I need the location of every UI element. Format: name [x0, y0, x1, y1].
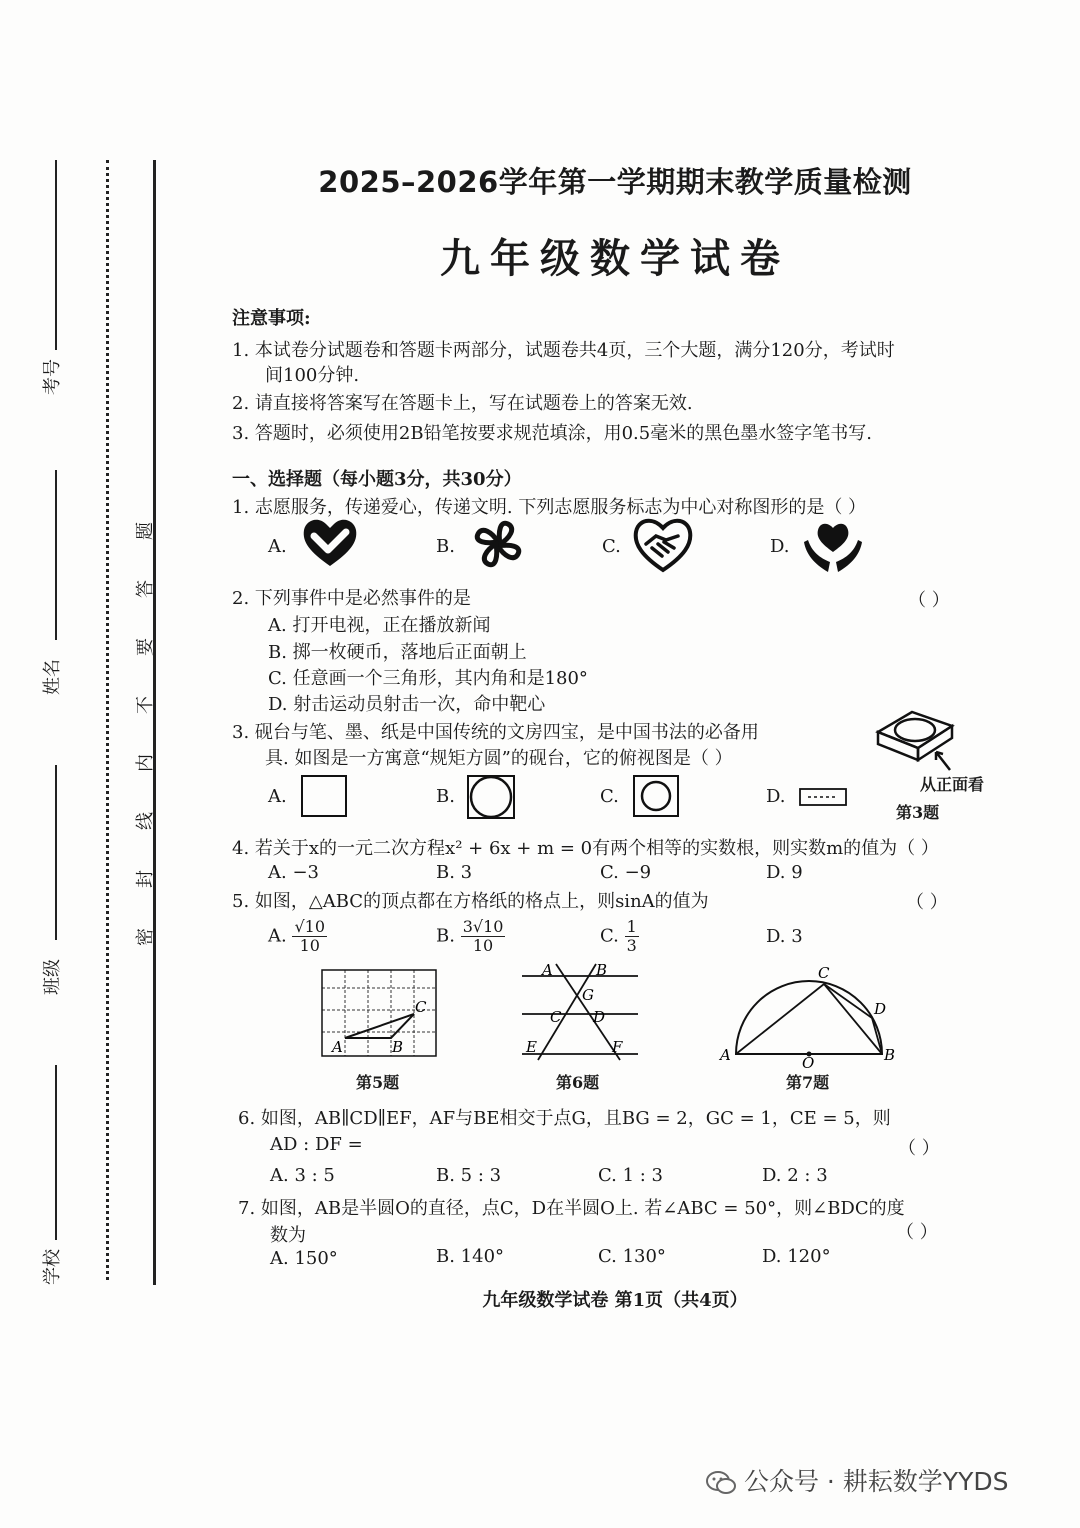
seal-char: 密 [135, 928, 156, 946]
fig7-label-c: C [818, 964, 830, 982]
seal-char: 要 [135, 638, 156, 656]
fig6-label-f: F [612, 1038, 623, 1056]
q3-fig-caption: 第3题 [896, 803, 940, 822]
xingming-line [55, 470, 57, 640]
q1-stem: 1. 志愿服务，传递爱心，传递文明. 下列志愿服务标志为中心对称图形的是（ ） [232, 497, 867, 518]
fig6-label-e: E [526, 1038, 537, 1056]
q4-option: B. 3 [436, 862, 473, 883]
fig5-label-b: B [392, 1038, 404, 1056]
q5-option-a-label: A. [268, 925, 287, 947]
seal-char: 封 [135, 870, 156, 888]
q2-answer-paren: （ ） [908, 590, 950, 611]
square-icon [300, 774, 348, 818]
q2-stem: 2. 下列事件中是必然事件的是 [232, 588, 471, 609]
q5-option-a [268, 918, 327, 955]
q6-stem: 6. 如图，AB∥CD∥EF，AF与BE相交于点G，且BG = 2，GC = 1，CE = 5，则 [238, 1108, 891, 1129]
figure-7-semicircle [716, 962, 902, 1072]
xingming-label: 姓名 [42, 659, 63, 695]
q3-option-c: C. [600, 786, 619, 807]
handshake-heart-icon [632, 514, 694, 576]
q6-answer-paren: （ ） [898, 1138, 940, 1159]
seal-char: 题 [135, 522, 156, 540]
q1-option-d: D. [770, 536, 790, 557]
section-heading: 一、选择题（每小题3分，共30分） [232, 469, 522, 490]
fraction-numerator: 3√10 [462, 917, 504, 936]
q3-view-label: 从正面看 [920, 775, 985, 794]
square-circle-icon [632, 774, 680, 818]
notice-item: 1. 本试卷分试题卷和答题卡两部分，试题卷共4页，三个大题，满分120分，考试时 [232, 340, 895, 361]
fig6-label-a: A [542, 961, 553, 979]
kaohao-label: 考号 [42, 359, 63, 395]
q6-option: A. 3 : 5 [270, 1165, 335, 1186]
q6-option: B. 5 : 3 [436, 1165, 502, 1186]
q1-option-a: A. [268, 536, 287, 557]
xuexiao-label: 学校 [42, 1249, 63, 1285]
fig6-label-c: C [550, 1008, 562, 1026]
fig6-label-g: G [582, 986, 594, 1004]
q1-option-b: B. [436, 536, 455, 557]
q5-option-c [600, 918, 639, 955]
q4-option: A. −3 [268, 862, 319, 883]
q7-option: A. 150° [270, 1248, 338, 1269]
q1-option-c: C. [602, 536, 621, 557]
dotted-seal-line [106, 160, 109, 1280]
q5-answer-paren: （ ） [906, 892, 948, 913]
hands-heart-icon [800, 518, 866, 576]
fig5-label-c: C [415, 998, 427, 1016]
fig6-caption: 第6题 [556, 1073, 600, 1092]
q7-option: C. 130° [598, 1246, 666, 1267]
notice-heading: 注意事项: [232, 308, 311, 329]
clover-heart-icon [468, 514, 528, 574]
q3-stem: 具. 如图是一方寓意“规矩方圆”的砚台，它的俯视图是（ ） [265, 748, 733, 769]
q2-option: D. 射击运动员射击一次，命中靶心 [268, 694, 546, 715]
q2-option: A. 打开电视，正在播放新闻 [268, 615, 491, 636]
q3-option-a: A. [268, 786, 287, 807]
exam-title: 2025–2026学年第一学期期末教学质量检测 [318, 165, 912, 199]
figure-6-parallel-lines [516, 960, 644, 1064]
q2-option: B. 掷一枚硬币，落地后正面朝上 [268, 642, 527, 663]
watermark-text: 公众号 · 耕耘数学YYDS [743, 1467, 1009, 1496]
q5-option-c-fraction [625, 918, 639, 955]
fig6-label-d: D [593, 1008, 606, 1026]
heart-hand-icon [300, 514, 360, 570]
q4-stem: 4. 若关于x的一元二次方程x² + 6x + m = 0有两个相等的实数根，则实数m的值为（ ） [232, 838, 939, 859]
q5-option-a-fraction [292, 918, 327, 955]
q5-option-b-fraction [461, 918, 506, 955]
q2-option: C. 任意画一个三角形，其内角和是180° [268, 668, 588, 689]
square-inscribed-circle-icon [466, 774, 516, 820]
seal-char: 不 [135, 696, 156, 714]
q3-option-d: D. [766, 786, 786, 807]
seal-char: 答 [135, 580, 156, 598]
page-footer: 九年级数学试卷 第1页（共4页） [482, 1290, 748, 1311]
q3-stem: 3. 砚台与笔、墨、纸是中国传统的文房四宝，是中国书法的必备用 [232, 722, 759, 743]
notice-item: 3. 答题时，必须使用2B铅笔按要求规范填涂，用0.5毫米的黑色墨水签字笔书写. [232, 423, 872, 444]
banji-label: 班级 [42, 959, 63, 995]
q5-option-d: D. 3 [766, 926, 803, 947]
q6-option: C. 1 : 3 [598, 1165, 663, 1186]
banji-line [55, 765, 57, 940]
q5-option-b-label: B. [436, 925, 455, 947]
fig7-label-o: O [802, 1054, 815, 1072]
solid-margin-line [153, 160, 156, 1285]
q3-option-b: B. [436, 786, 455, 807]
q7-answer-paren: （ ） [896, 1222, 938, 1243]
q5-option-b [436, 918, 505, 955]
q5-stem: 5. 如图，△ABC的顶点都在方格纸的格点上，则sinA的值为 [232, 891, 709, 912]
q6-stem: AD : DF = [270, 1134, 363, 1155]
rectangle-dashed-icon [798, 786, 848, 808]
q4-option: C. −9 [600, 862, 652, 883]
q4-option: D. 9 [766, 862, 803, 883]
watermark [706, 1462, 1008, 1498]
fig7-caption: 第7题 [786, 1073, 830, 1092]
fig7-label-a: A [720, 1046, 731, 1064]
q7-stem: 7. 如图，AB是半圆O的直径，点C，D在半圆O上. 若∠ABC = 50°，则∠BDC的度 [238, 1198, 905, 1219]
fig5-label-a: A [332, 1038, 343, 1056]
seal-char: 线 [135, 812, 156, 830]
q7-stem: 数为 [270, 1225, 306, 1246]
wechat-icon [706, 1471, 736, 1495]
fig7-label-d: D [874, 1000, 887, 1018]
exam-subtitle: 九年级数学试卷 [440, 235, 790, 282]
fraction-denominator: 3 [626, 936, 637, 955]
inkstone-figure [872, 702, 962, 782]
figure-5-grid [318, 966, 442, 1064]
seal-char: 内 [135, 754, 156, 772]
fraction-denominator: 10 [472, 936, 494, 955]
notice-item: 间100分钟. [265, 365, 360, 386]
fraction-numerator: 1 [626, 917, 637, 936]
q6-option: D. 2 : 3 [762, 1165, 828, 1186]
xuexiao-line [55, 1065, 57, 1240]
q7-option: B. 140° [436, 1246, 505, 1267]
notice-item: 2. 请直接将答案写在答题卡上，写在试题卷上的答案无效. [232, 393, 693, 414]
fig5-caption: 第5题 [356, 1073, 400, 1092]
fraction-numerator: √10 [294, 917, 326, 936]
fraction-denominator: 10 [299, 936, 320, 955]
fig6-label-b: B [596, 961, 608, 979]
q5-option-c-label: C. [600, 925, 619, 947]
q7-option: D. 120° [762, 1246, 831, 1267]
fig7-label-b: B [884, 1046, 896, 1064]
